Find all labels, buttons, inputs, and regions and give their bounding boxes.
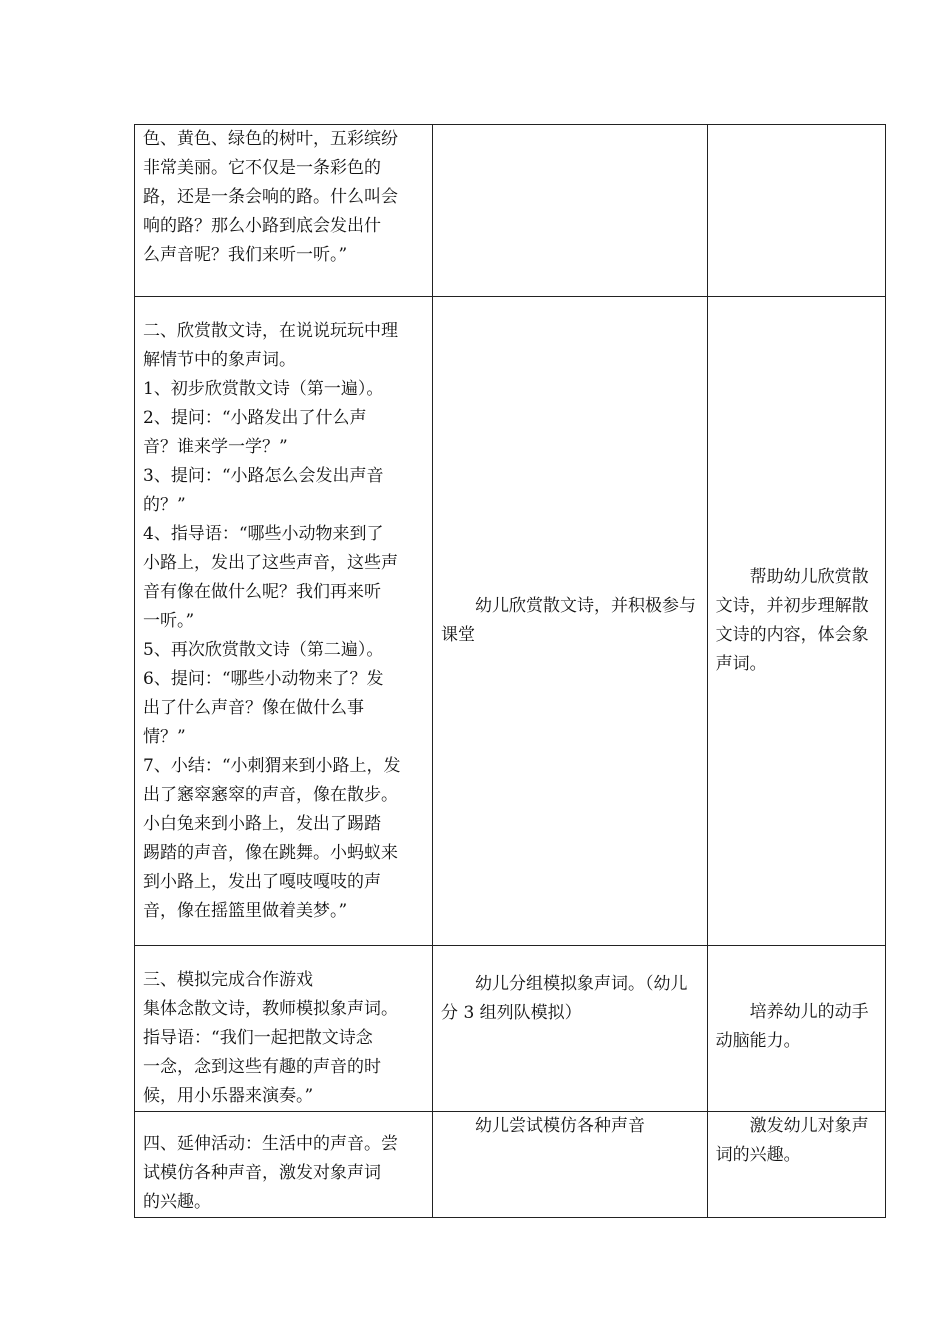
child-activity-cell: [433, 1112, 708, 1218]
text-line: 音有像在做什么呢？我们再来听: [143, 582, 381, 602]
text-line: 么声音呢？我们来听一听。”: [143, 245, 348, 265]
text-line: 集体念散文诗，教师模拟象声词。: [143, 999, 398, 1019]
text-line: 出了什么声音？像在做什么事: [143, 698, 364, 718]
child-activity-cell: [433, 125, 708, 297]
process-cell: [135, 1112, 433, 1218]
table-row: [135, 946, 886, 1112]
text-line: 响的路？那么小路到底会发出什: [143, 216, 381, 236]
text-line: 6、提问：“哪些小动物来了？发: [143, 669, 384, 689]
table-row: [135, 125, 886, 297]
table-row: [135, 297, 886, 946]
child-activity-text: 幼儿尝试模仿各种声音: [475, 1116, 646, 1136]
text-line: 试模仿各种声音，激发对象声词: [143, 1163, 381, 1183]
text-line: 二、欣赏散文诗，在说说玩玩中理: [143, 321, 398, 341]
text-line: 情？”: [143, 727, 186, 747]
child-activity-text: 幼儿分组模拟象声词。（幼儿分 3 组列队模拟）: [441, 974, 688, 1023]
text-line: 一念，念到这些有趣的声音的时: [143, 1057, 381, 1077]
process-cell: [135, 125, 433, 297]
purpose-cell: [707, 946, 885, 1112]
text-line: 一听。”: [143, 611, 195, 631]
process-cell: [135, 946, 433, 1112]
text-line: 候，用小乐器来演奏。”: [143, 1086, 314, 1106]
text-line: 指导语：“我们一起把散文诗念: [143, 1028, 373, 1048]
text-line: 路，还是一条会响的路。什么叫会: [143, 187, 398, 207]
text-line: 的？”: [143, 495, 186, 515]
purpose-cell: [707, 125, 885, 297]
text-line: 非常美丽。它不仅是一条彩色的: [143, 158, 381, 178]
text-line: 1、初步欣赏散文诗（第一遍）。: [143, 379, 384, 399]
text-line: 7、小结：“小刺猬来到小路上，发: [143, 756, 401, 776]
text-line: 到小路上，发出了嘎吱嘎吱的声: [143, 872, 381, 892]
text-line: 色、黄色、绿色的树叶，五彩缤纷: [143, 129, 398, 149]
purpose-cell: [707, 297, 885, 946]
child-activity-text: 幼儿欣赏散文诗，并积极参与课堂: [441, 596, 697, 645]
text-line: 踢踏的声音，像在跳舞。小蚂蚁来: [143, 843, 398, 863]
text-line: 三、模拟完成合作游戏: [143, 970, 313, 990]
process-cell: [135, 297, 433, 946]
text-line: 出了窸窣窸窣的声音，像在散步。: [143, 785, 398, 805]
table-row: [135, 1112, 886, 1218]
text-line: 音，像在摇篮里做着美梦。”: [143, 901, 348, 921]
purpose-cell: [707, 1112, 885, 1218]
text-line: 小白兔来到小路上，发出了踢踏: [143, 814, 381, 834]
purpose-text: 激发幼儿对象声词的兴趣。: [715, 1116, 869, 1165]
text-line: 3、提问：“小路怎么会发出声音: [143, 466, 384, 486]
text-line: 小路上，发出了这些声音，这些声: [143, 553, 398, 573]
text-line: 4、指导语：“哪些小动物来到了: [143, 524, 384, 544]
text-line: 解情节中的象声词。: [143, 350, 296, 370]
text-line: 四、延伸活动：生活中的声音。尝: [143, 1134, 398, 1154]
purpose-text: 培养幼儿的动手动脑能力。: [715, 1002, 869, 1051]
text-line: 2、提问：“小路发出了什么声: [143, 408, 367, 428]
lesson-plan-table: [134, 124, 886, 1218]
child-activity-cell: [433, 946, 708, 1112]
text-line: 音？谁来学一学？”: [143, 437, 288, 457]
text-line: 5、再次欣赏散文诗（第二遍）。: [143, 640, 384, 660]
purpose-text: 帮助幼儿欣赏散文诗，并初步理解散文诗的内容，体会象声词。: [715, 567, 869, 674]
child-activity-cell: [433, 297, 708, 946]
text-line: 的兴趣。: [143, 1192, 211, 1212]
